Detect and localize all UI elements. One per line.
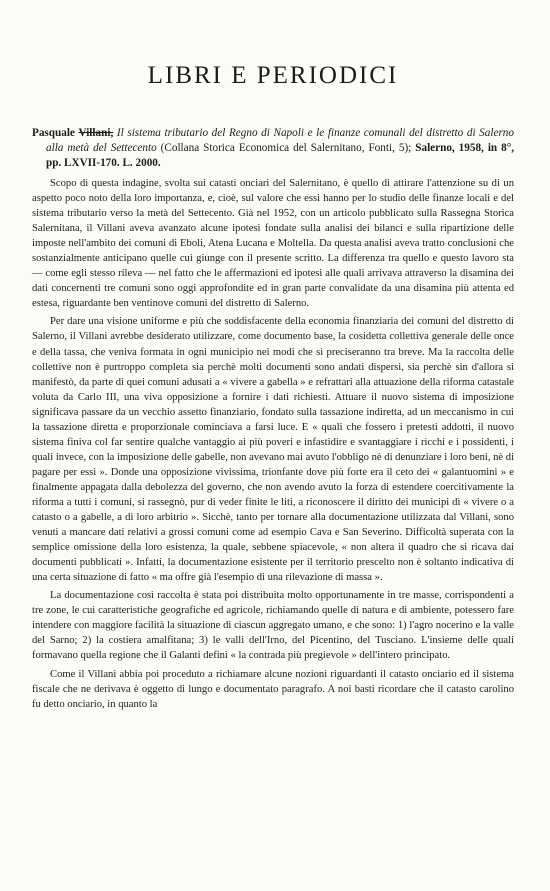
review-paragraph-2: Per dare una visione uniforme e più che soddisfacente della economia finanziaria dei comuni del distretto di Salerno, il Villani avrebbe desiderato utilizzare, come documento base, la cosidetta collettiva generale delle once e della tassa, che veniva formata in ogni municipio nei modi che si preciseranno tra breve. Ma la raccolta delle collettive non è purtroppo completa sia perchè molti documenti sono andati dispersi, sia perchè sin d'allora si manifestò, da parte di quei comuni adusati a « vivere a gabella » e refrattari alla attuazione della riforma catastale voluta da Carlo III, una viva opposizione a fornire i dati richiesti. Attuare il nuovo sistema di imposizione significava passare da un vecchio assetto finanziario, fondato sulla tassazione indiretta, ad un meccanismo in cui la tassazione diretta e proporzionale cominciava a farsi luce. E « quali che fossero i pretesti addotti, il nuovo sistema finiva col far sentire qualche vantaggio ai più poveri e infastidire e svantaggiare i ricchi e i possidenti, i quali invece, con la imposizione delle gabelle, non avevano mai avuto l'obbligo nè di denunziare i loro beni, nè di pagare per essi ». Donde una opposizione vivissima, trionfante dove più forte era il ceto dei « galantuomini » e finalmente appagata dalla debolezza del governo, che non avendo avuto la forza di estendere coercitivamente la riforma a tutti i comuni, si rassegnò, pur di veder finite le liti, a riconoscere il diritto dei municipi di « vivere o a catasto o a gabelle, a di loro arbitrio ». Sicchè, tanto per tornare alla documentazione utilizzata dal Villani, sono venuti a mancare dati relativi a grossi comuni come ad esempio Cava e San Severino. Difficoltà superata con la semplice omissione della loro esistenza, la quale, sebbene spiacevole, « non altera il quadro che si ricava dai documenti pubblicati ». Infatti, la documentazione esistente per il territorio prescelto non è soltanto indicativa di una certa situazione di fatto « ma offre già l'esempio di una rilevazione di massa ». [32,316,515,584]
book-citation [32,126,514,171]
review-paragraph-3: La documentazione così raccolta è stata poi distribuita molto opportunamente in tre masse, corrispondenti a tre zone, le cui caratteristiche geografiche ed agricole, richiamando quelle di natura e di ambiente, potessero fare intendere con maggiore facilità la situazione di ciascun aggregato umano, e che sono: 1) l'agro nocerino e la valle del Sarno; 2) la costiera amalfitana; 3) le valli dell'Irno, del Picentino, del Tusciano. L'insieme delle quali formavano quella regione che il Galanti definì « la contrada più pregievole » dell'intero principato. [32,590,514,662]
review-paragraph-1: Scopo di questa indagine, svolta sui catasti onciari del Salernitano, è quello di attirare l'attenzione su di un aspetto poco noto della loro importanza, e, cioè, sul valore che essi hanno per lo studio delle finanze locali e del sistema tributario verso la metà del Settecento. Già nel 1952, con un articolo pubblicato sulla Rassegna Storica Salernitana, il Villani aveva avanzato alcune ipotesi fondate sulla analisi dei bilanci e sulla ripartizione delle imposte nell'ambito dei comuni di Eboli, Atena Lucana e Moltella. Da questa analisi aveva tratto conclusioni che sostanzialmente anticipano quelle cui giunge con il presente scritto. La differenza tra quello e questo lavoro sta — come egli stesso rileva — nel fatto che le affermazioni ed ipotesi alle quali arrivava attraverso la disamina dei dati concernenti tre comuni sono oggi approfondite ed in gran parte convalidate da una disamina più attenta ed estesa, riguardante ben ventinove comuni del distretto di Salerno. [32,178,514,310]
author-first-name: Pasquale [32,127,75,139]
publication-info: Salerno, 1958, in 8°, pp. LXVII-170. L. 2000. [46,142,514,169]
book-series: (Collana Storica Economica del Salernitano, Fonti, 5); [160,142,412,154]
author-last-name: Villani, [78,127,114,139]
page [0,62,550,891]
review-paragraph-4: Come il Villani abbia poi proceduto a richiamare alcune nozioni riguardanti il catasto onciario ed il sistema fiscale che ne derivava è oggetto di lungo e documentato paragrafo. A noi basti ricordare che il catasto carolino fu detto onciario, in quanto la [32,668,514,710]
book-title: Il sistema tributario del Regno di Napoli e le finanze comunali del distretto di Salerno alla metà del Settecento [46,127,514,154]
section-title: LIBRI E PERIODICI [147,62,399,89]
